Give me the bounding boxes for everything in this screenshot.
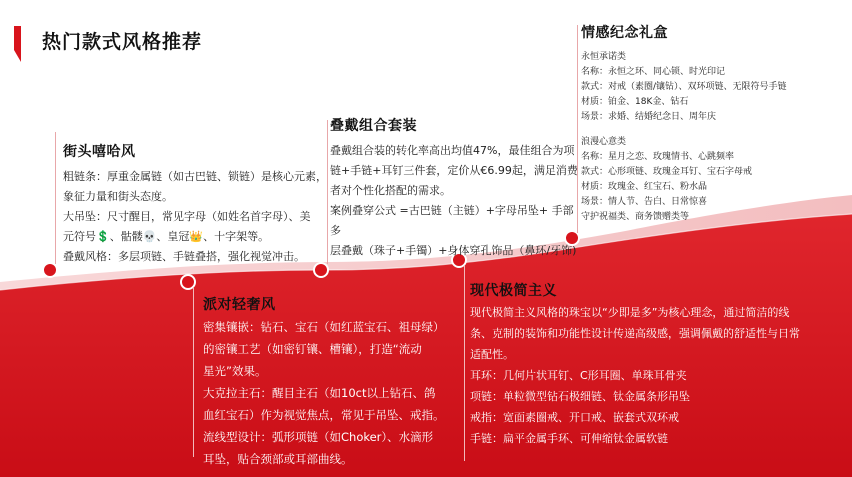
text-line: 场景：求婚、结婚纪念日、周年庆 [581,112,717,122]
text-line: 大吊坠：尺寸醒目，常见字母（如姓名首字母）、美 [63,210,311,223]
connector-line [464,266,465,461]
text-line: 名称：星月之恋、玫瑰情书、心跳频率 [581,152,735,162]
text-line: 粗链条：厚重金属链（如古巴链、锁链）是核心元素， [63,170,327,183]
text-line: 象征力量和街头态度。 [63,190,173,203]
text-line: 条、克制的装饰和功能性设计传递高级感，强调佩戴的舒适性与日常 [470,327,800,340]
text-line: 的密镶工艺（如密钉镶、槽镶），打造“流动 [203,342,422,356]
section-title: 现代极简主义 [470,283,557,299]
text-line: 链+手链+耳钉三件套，定价从€6.99起，满足消费 [330,164,578,177]
text-line: 叠戴组合装的转化率高出均值47%，最佳组合为项 [330,144,575,157]
text-line: 守护祝福类、商务馈赠类等 [581,212,690,222]
section-luxury [203,294,463,470]
text-line: 星光”效果。 [203,364,267,378]
text-line: 项链：单粒微型钻石极细链、钛金属条形吊坠 [470,390,690,403]
text-line: 大克拉主石：醒目主石（如10ct以上钻石、鸽 [203,386,436,400]
text-line: 耳坠，贴合颈部或耳部曲线。 [203,452,353,466]
text-line: 场景：情人节、告白、日常惊喜 [581,197,708,207]
text-line: 款式：心形项链、玫瑰金耳钉、宝石字母戒 [581,167,753,177]
connector-line [193,287,194,457]
text-line: 手链：扁平金属手环、可伸缩钛金属软链 [470,432,668,445]
section-title: 情感纪念礼盒 [581,25,668,41]
text-line: 耳环：几何片状耳钉、C形耳圈、单珠耳骨夹 [470,369,687,382]
sub-heading: 浪漫心意类 [581,137,627,147]
connector-line [55,132,56,264]
page-title: 热门款式风格推荐 [42,31,203,53]
text-line: 元符号💲、骷髅💀、皇冠👑、十字架等。 [63,230,270,243]
text-line: 适配性。 [470,348,514,361]
section-title: 街头嘻哈风 [63,144,136,160]
text-line: 层叠戴（珠子+手镯）+身体穿孔饰品（鼻环/牙饰) [330,244,577,257]
text-line: 案例叠穿公式 =古巴链（主链）+字母吊坠+ 手部多 [330,204,574,237]
text-line: 密集镶嵌：钻石、宝石（如红蓝宝石、祖母绿） [203,320,445,334]
section-street [63,141,328,267]
text-line: 叠戴风格：多层项链、手链叠搭，强化视觉冲击。 [63,250,305,263]
text-line: 材质：铂金、18K金、钻石 [581,97,689,107]
section-title: 派对轻奢风 [203,297,276,313]
text-line: 现代极简主义风格的珠宝以“少即是多”为核心理念，通过简洁的线 [470,306,790,319]
text-line: 名称：永恒之环、同心锁、时光印记 [581,67,726,77]
section-minimal [470,280,848,449]
title-accent-notch [14,50,21,62]
text-line: 血红宝石）作为视觉焦点，常见于吊坠、戒指。 [203,408,445,422]
text-line: 流线型设计：弧形项链（如Choker）、水滴形 [203,430,434,444]
section-title: 叠戴组合套装 [330,118,417,134]
text-line: 款式：对戒（素圈/镶钻）、双环项链、无限符号手链 [581,82,787,92]
text-line: 者对个性化搭配的需求。 [330,184,451,197]
timeline-dot-1 [43,263,57,277]
sub-heading: 永恒承诺类 [581,52,627,62]
text-line: 材质：玫瑰金、红宝石、粉水晶 [581,182,708,192]
section-gift [581,22,846,225]
text-line: 戒指：宽面素圈戒、开口戒、嵌套式双环戒 [470,411,679,424]
section-stack [330,115,580,261]
